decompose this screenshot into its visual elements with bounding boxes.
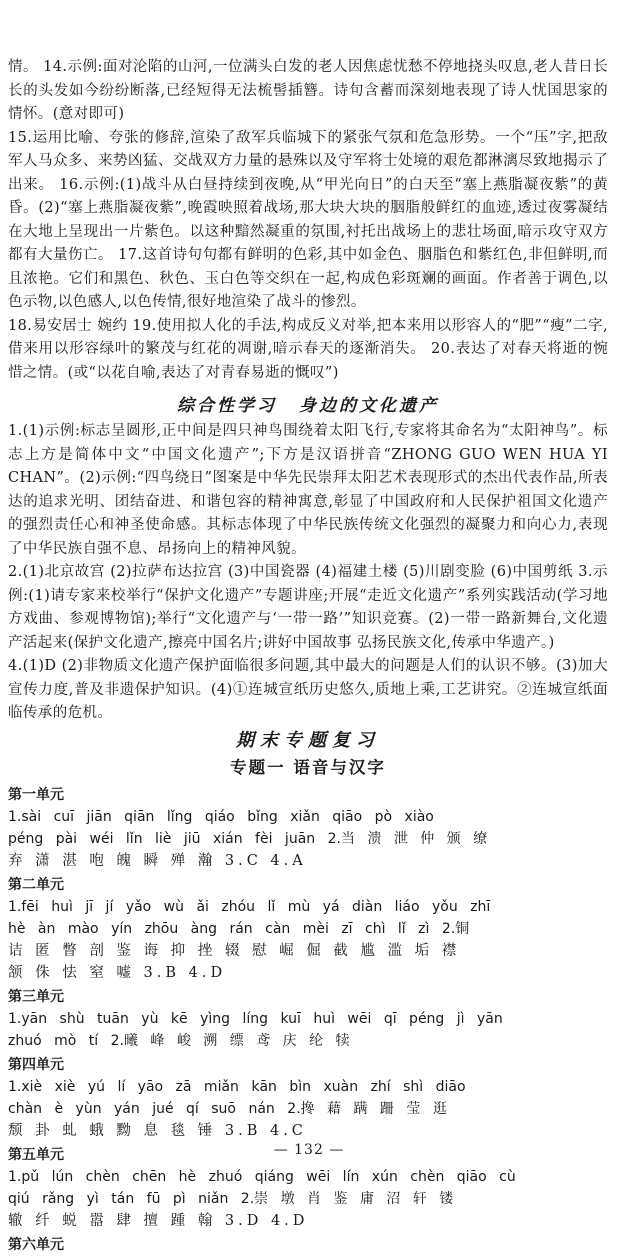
hanzi-line: 颔 侏 怯 窒 嘘 3.B 4.D bbox=[8, 964, 227, 981]
pinyin-line: 1.yān shù tuān yù kē yìng líng kuī huì wēi qī péng jì yān bbox=[8, 1010, 503, 1027]
pinyin-line: chàn è yùn yán jué qí suō nán 2.搀 藉 蹒 跚 莹 逛 bbox=[8, 1100, 447, 1117]
chapter-title: 期末专题复习 bbox=[236, 729, 380, 751]
units-list bbox=[8, 784, 608, 1256]
topic-title: 专题一 语音与汉字 bbox=[230, 757, 386, 777]
answer-page bbox=[8, 56, 608, 1256]
unit-heading: 第一单元 bbox=[8, 786, 64, 803]
hanzi-line: 颓 卦 虬 蛾 黝 息 毯 锤 3.B 4.C bbox=[8, 1122, 307, 1139]
page-number: — 132 — bbox=[273, 1142, 345, 1158]
pinyin-line: 1.xiè xiè yú lí yāo zā miǎn kān bìn xuàn zhí shì diāo bbox=[8, 1078, 466, 1095]
unit-heading: 第二单元 bbox=[8, 876, 64, 893]
unit-heading: 第五单元 bbox=[8, 1146, 64, 1163]
answer-paragraph: 情。 14.示例:面对沦陷的山河,一位满头白发的老人因焦虑忧愁不停地挠头叹息,老人昔日长长的头发如今纷纷断落,已经短得无法梳髻插簪。诗句含蓄而深刻地表现了诗人忧国思家的情怀。(意对即可) bbox=[8, 59, 608, 122]
section-title-part2: 身边的文化遗产 bbox=[299, 396, 439, 416]
unit-heading: 第三单元 bbox=[8, 988, 64, 1005]
pinyin-line: 1.sài cuī jiān qiān lǐng qiáo bǐng xiǎn qiāo pò xiào bbox=[8, 808, 434, 825]
unit-heading: 第六单元 bbox=[8, 1236, 64, 1253]
answer-paragraph: 18.易安居士 婉约 19.使用拟人化的手法,构成反义对举,把本来用以形容人的“肥”“瘦”二字,借来用以形容绿叶的繁茂与红花的凋谢,暗示春天的逐渐消失。 20.表达了对春天将逝的惋惜之情。(或“以花自喻,表达了对青春易逝的慨叹”) bbox=[8, 317, 608, 381]
pinyin-line: 1.fēi huì jī jí yǎo wù ǎi zhóu lǐ mù yá diàn liáo yǒu zhī bbox=[8, 898, 491, 915]
answer-paragraph: 15.运用比喻、夸张的修辞,渲染了敌军兵临城下的紧张气氛和危急形势。一个“压”字,把敌军人马众多、来势凶猛、交战双方力量的悬殊以及守军将士处境的艰危都淋漓尽致地揭示了出来。 16.示例:(1)战斗从白昼持续到夜晚,从“甲光向日”的白天至“塞上燕脂凝夜紫”的黄昏。(2)“塞上燕脂凝夜紫”,晚霞映照着战场,那大块大块的胭脂般鲜红的血迹,透过夜雾凝结在大地上呈现出一片紫色。以这种黯然凝重的氛围,衬托出战场上的悲壮场面,暗示攻守双方都有大量伤亡。 17.这首诗句句都有鲜明的色彩,其中如金色、胭脂色和紫红色,非但鲜明,而且浓艳。它们和黑色、秋色、玉白色等交织在一起,构成色彩斑斓的画面。作者善于调色,以色示物,以色感人,以色传情,很好地渲染了战斗的惨烈。 bbox=[8, 129, 608, 310]
pinyin-line: zhuó mò tí 2.曦 峰 峻 溯 缥 鸢 庆 纶 犊 bbox=[8, 1032, 350, 1049]
answer-paragraph: 1.(1)示例:标志呈圆形,正中间是四只神鸟围绕着太阳飞行,专家将其命名为“太阳神鸟”。标志上方是简体中文“中国文化遗产”;下方是汉语拼音“ZHONG GUO WEN HUA YI CHAN”。(2)示例:“四鸟绕日”图案是中华先民崇拜太阳艺术表现形式的杰出代表作品,所表达的追求光明、团结奋进、和谐包容的精神寓意,彰显了中国政府和人民保护祖国文化遗产的强烈责任心和神圣使命感。其标志体现了中华民族传统文化强烈的凝聚力和向心力,表现了中华民族自强不息、昂扬向上的精神风貌。 bbox=[8, 423, 608, 557]
pinyin-line: qiú rǎng yì tán fū pì niǎn 2.崇 墩 肖 鉴 庸 沼 轩 镂 bbox=[8, 1190, 454, 1207]
answer-paragraph: 2.(1)北京故宫 (2)拉萨布达拉宫 (3)中国瓷器 (4)福建土楼 (5)川剧变脸 (6)中国剪纸 3.示例:(1)请专家来校举行“保护文化遗产”专题讲座;开展“走近文化遗产”系列实践活动(学习地方戏曲、参观博物馆);举行“文化遗产与‘一带一路’”知识竞赛。(2)一带一路新舞台,文化遗产活起来(保护文化遗产,擦亮中国名片;讲好中国故事 弘扬民族文化,传承中华遗产。) bbox=[8, 564, 608, 651]
section-title-part1: 综合性学习 bbox=[177, 396, 277, 416]
pinyin-line: hè àn mào yín zhōu àng rán càn mèi zī chì lǐ zì 2.铜 bbox=[8, 920, 470, 937]
top-answers bbox=[8, 56, 608, 385]
pinyin-line: péng pài wéi lǐn liè jiū xián fèi juān 2.当 溃 泄 仲 颁 缭 bbox=[8, 830, 488, 847]
hanzi-line: 诘 匿 瞥 剖 鉴 诲 抑 挫 辍 慰 崛 倔 截 尴 滥 垢 襟 bbox=[8, 942, 461, 959]
answer-paragraph: 4.(1)D (2)非物质文化遗产保护面临很多问题,其中最大的问题是人们的认识不够。(3)加大宣传力度,普及非遗保护知识。(4)①连城宣纸历史悠久,质地上乘,工艺讲究。②连城宣纸面临传承的危机。 bbox=[8, 658, 608, 721]
hanzi-line: 辙 纤 蜕 嚣 肆 擅 踵 翰 3.D 4.D bbox=[8, 1212, 309, 1229]
pinyin-line: 1.pǔ lún chèn chēn hè zhuó qiáng wēi lín xún chèn qiāo cù bbox=[8, 1168, 516, 1185]
hanzi-line: 弃 潇 湛 咆 魄 瞬 殚 瀚 3.C 4.A bbox=[8, 852, 307, 869]
culture-answers bbox=[8, 420, 608, 726]
section-title bbox=[8, 391, 608, 416]
unit-heading: 第四单元 bbox=[8, 1056, 64, 1073]
